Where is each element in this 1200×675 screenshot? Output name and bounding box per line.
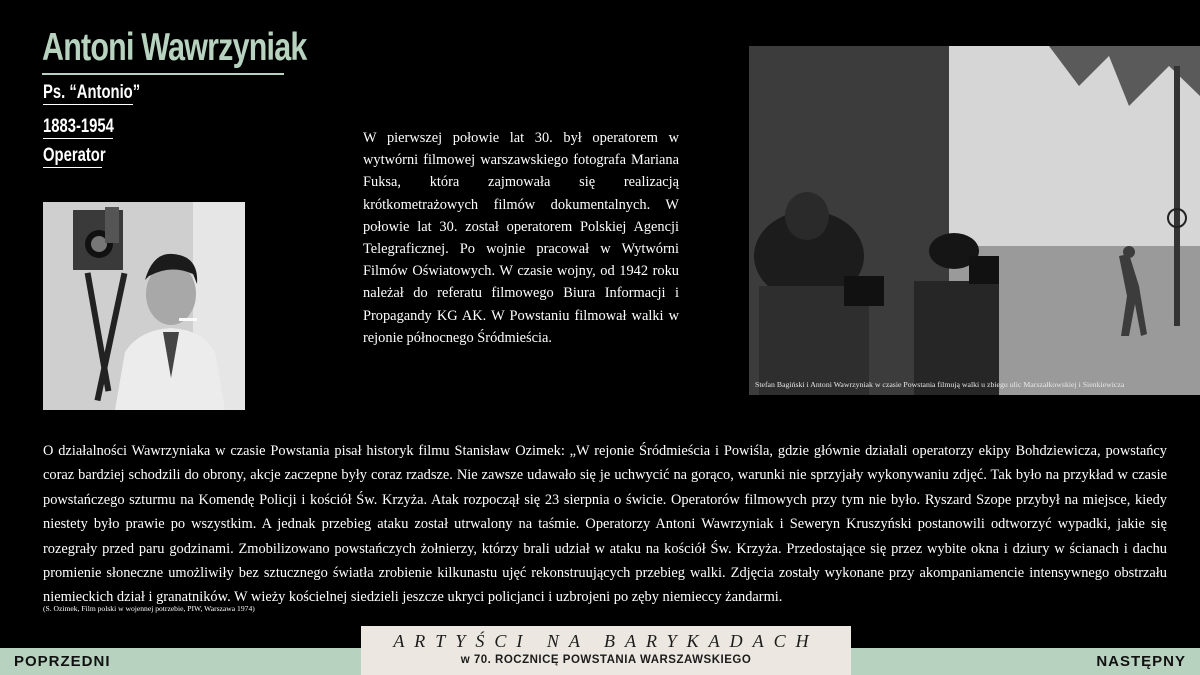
portrait-illustration xyxy=(43,202,245,410)
years-underline xyxy=(43,138,113,139)
life-years: 1883-1954 xyxy=(43,116,114,137)
role-underline xyxy=(43,167,102,168)
name-underline xyxy=(42,73,284,75)
pseudonym-underline xyxy=(43,104,133,105)
role: Operator xyxy=(43,145,106,166)
previous-button[interactable]: POPRZEDNI xyxy=(14,653,111,670)
main-text: O działalności Wawrzyniaka w czasie Powstania pisał historyk filmu Stanisław Ozimek: „W rejonie Śródmieścia i Powiśla, gdzie głównie działali operatorzy ekipy Bohdziewicza, powstańcy coraz bardziej schodzili do obrony, akcje zaczepne były coraz rzadsze. Nie zawsze udawało się je uchwycić na gorąco, warunki nie sprzyjały wykonywaniu zdjęć. Tak było na przykład w czasie powstańczego szturmu na Komendę Policji i kościół Św. Krzyża. Atak rozpoczął się 23 sierpnia o świcie. Operatorów filmowych przy tym nie było. Ryszard Szope przybył na miejsce, kiedy niestety było prawie po wszystkim. A jednak przebieg ataku został utrwalony na taśmie. Operatorzy Antoni Wawrzyniak i Seweryn Kruszyński postanowili odtworzyć wypadki, jakie się rozegrały przed paru godzinami. Zmobilizowano powstańczych żołnierzy, którzy brali udział w ataku na kościół Św. Krzyża. Przedostające się przez wybite okna i dziury w ścianach i dachu promienie słoneczne umożliwiły bez sztucznego światła zrobienie kilkunastu ujęć rekonstruujących przebieg walki. Zdjęcia zostały wykonane przy akompaniamencie intensywnego obstrzału niemieckich dział i granatników. W wieży kościelnej siedzieli jeszcze ukryci policjanci i uzbrojeni po zęby niemieccy żandarmi. xyxy=(43,443,1167,606)
next-button[interactable]: NASTĘPNY xyxy=(1096,653,1186,670)
historical-photo xyxy=(749,46,1200,395)
photo-caption: Stefan Bagiński i Antoni Wawrzyniak w czasie Powstania filmują walki u zbiegu ulic Marszałkowskiej i Sienkiewicza xyxy=(755,380,1125,389)
exhibition-logo xyxy=(361,626,851,675)
bio-text: W pierwszej połowie lat 30. był operatorem w wytwórni filmowej warszawskiego fotografa Mariana Fuksa, która zajmowała się realizacją krótkometrażowych filmów dokumentalnych. W połowie lat 30. został operatorem Polskiej Agencji Telegraficznej. Po wojnie pracował w Wytwórni Filmów Oświatowych. W czasie wojny, od 1942 roku należał do referatu filmowego Biura Informacji i Propagandy KG AK. W Powstaniu filmował walki w rejonie północnego Śródmieścia. xyxy=(363,130,679,346)
name-heading: Antoni Wawrzyniak xyxy=(42,26,307,69)
logo-title: ARTYŚCI NA BARYKADACH xyxy=(393,631,819,651)
pseudonym: Ps. “Antonio” xyxy=(43,82,141,103)
logo-subtitle: w 70. ROCZNICĘ POWSTANIA WARSZAWSKIEGO xyxy=(460,654,752,666)
portrait-photo xyxy=(43,202,245,410)
photo-illustration xyxy=(749,46,1200,395)
source-citation: (S. Ozimek, Film polski w wojennej potrzebie, PIW, Warszawa 1974) xyxy=(43,604,255,613)
